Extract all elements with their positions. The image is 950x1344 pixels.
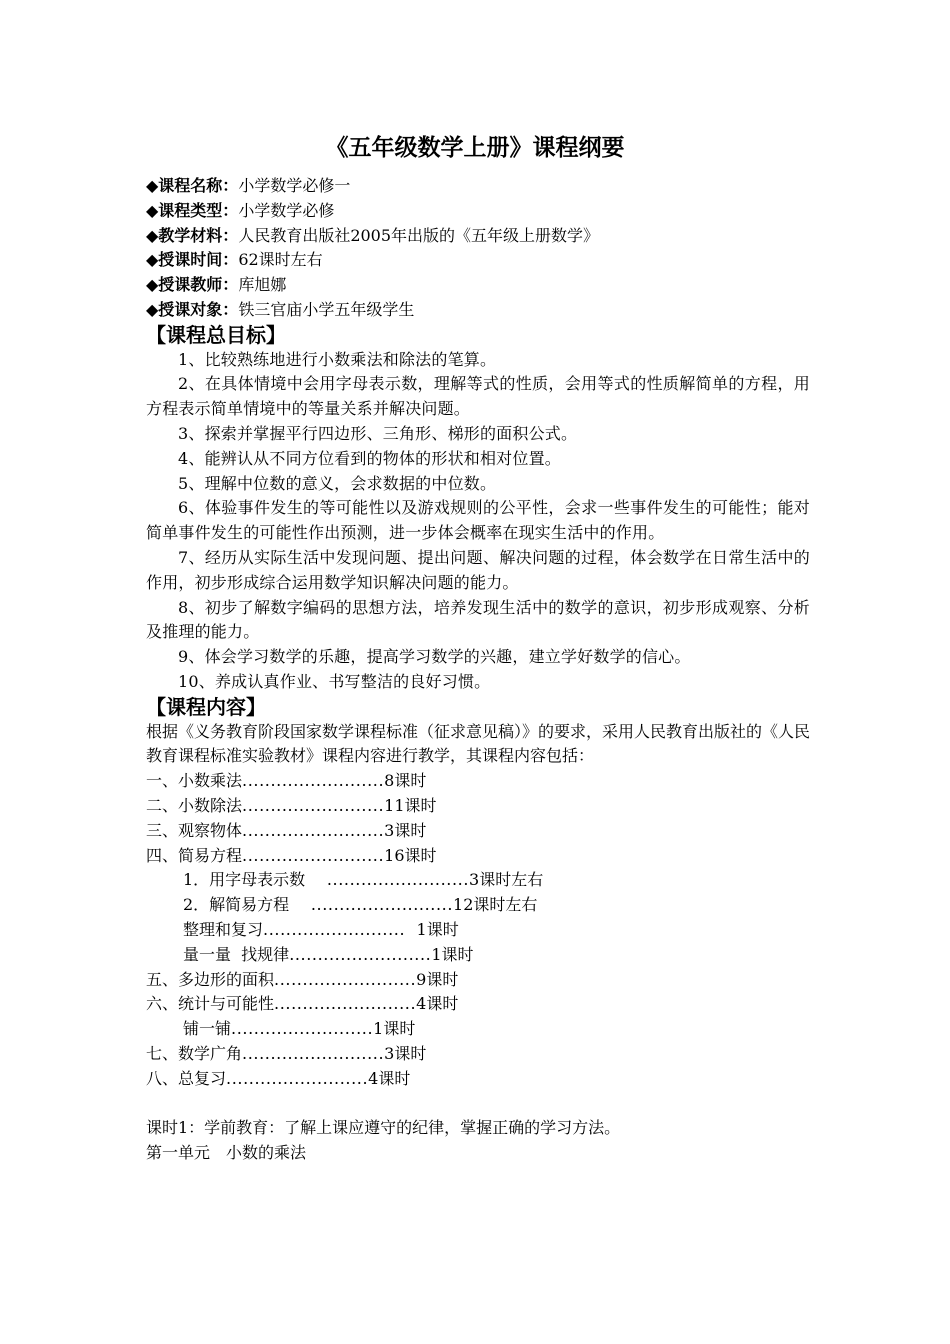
toc-item-hours: 4课时 [416,994,459,1014]
toc-subitem [146,1017,810,1042]
goal-item: 6、体验事件发生的等可能性以及游戏规则的公平性，会求一些事件发生的可能性；能对简单事件发生的可能性作出预测，进一步体会概率在现实生活中的作用。 [146,498,810,543]
document-body [146,174,810,1166]
toc-item-name: 七、数学广角 [146,1043,243,1063]
toc-item-dots: ......................... [242,795,385,815]
toc-item-dots: ......................... [242,845,385,865]
info-value: 库旭娜 [238,275,287,295]
toc-item-dots: ......................... [274,994,417,1014]
toc-item [146,769,810,794]
toc-item-name: 四、简易方程 [146,845,243,865]
toc-item [146,1067,810,1092]
goal-item: 5、理解中位数的意义，会求数据的中位数。 [178,473,497,493]
info-course-name [146,174,810,199]
toc-item-hours: 12课时左右 [453,895,538,915]
info-value: 小学数学必修 [238,200,335,220]
toc-item-name: 整理和复习 [183,919,264,939]
toc-item-dots: ......................... [231,1019,374,1039]
toc-item-dots: ......................... [263,919,417,939]
goal-item: 7、经历从实际生活中发现问题、提出问题、解决问题的过程，体会数学在日常生活中的作用，初步形成综合运用数学知识解决问题的能力。 [146,547,810,592]
toc-item [146,794,810,819]
toc-item-hours: 11课时 [384,795,437,815]
info-course-type [146,199,810,224]
blank-line [146,1091,810,1116]
toc-item-hours: 3课时 [384,820,427,840]
info-teaching-material [146,224,810,249]
toc-item-name: 一、小数乘法 [146,771,243,791]
toc-item-name: 五、多边形的面积 [146,969,275,989]
toc-item-hours: 4课时 [368,1068,411,1088]
info-label: ◆课程类型： [146,200,239,220]
document-title: 《五年级数学上册》课程纲要 [325,134,625,161]
toc-item-hours: 1课时 [373,1019,416,1039]
toc-item-name: 八、总复习 [146,1068,227,1088]
toc-subitem [146,918,810,943]
info-audience [146,298,810,323]
toc-item [146,819,810,844]
content-intro [146,720,810,770]
goal-item: 10、养成认真作业、书写整洁的良好习惯。 [178,671,491,691]
toc-item-hours: 3课时左右 [469,870,544,890]
toc-item-name: 量一量 找规律 [183,944,290,964]
toc-subitem [146,893,810,918]
toc-item-dots: ......................... [305,895,454,915]
goal-item: 2、在具体情境中会用字母表示数，理解等式的性质，会用等式的性质解简单的方程，用方程表示简单情境中的等量关系并解决问题。 [146,374,810,419]
goal-item: 3、探索并掌握平行四边形、三角形、梯形的面积公式。 [178,423,578,443]
toc-item-dots: ......................... [242,771,385,791]
toc-item-hours: 3课时 [384,1043,427,1063]
goals-list [146,348,810,695]
toc-item-name: 二、小数除法 [146,795,243,815]
goal-item: 9、体会学习数学的乐趣，提高学习数学的兴趣，建立学好数学的信心。 [178,647,691,667]
toc-item-hours: 1课时 [416,919,459,939]
toc-item-name: 铺一铺 [183,1019,232,1039]
toc-item-dots: ......................... [226,1068,369,1088]
info-label: ◆授课对象： [146,299,239,319]
toc-item-hours: 8课时 [384,771,427,791]
info-value: 铁三官庙小学五年级学生 [238,299,415,319]
unit-1-heading: 第一单元 小数的乘法 [146,1143,307,1163]
toc-item [146,992,810,1017]
toc-item-dots: ......................... [289,944,432,964]
content-heading: 【课程内容】 [146,694,266,719]
table-of-contents [146,769,810,1091]
toc-item-dots: ......................... [321,870,470,890]
info-teacher [146,273,810,298]
info-label: ◆授课教师： [146,275,239,295]
info-value: 62课时左右 [238,250,323,270]
info-label: ◆教学材料： [146,225,239,245]
info-label: ◆课程名称： [146,176,239,195]
toc-item-name: 2．解简易方程 [183,895,306,915]
info-value: 人民教育出版社2005年出版的《五年级上册数学》 [238,225,600,245]
goal-item: 8、初步了解数字编码的思想方法，培养发现生活中的数学的意识，初步形成观察、分析及推理的能力。 [146,597,810,642]
toc-item [146,844,810,869]
lesson-1-text: 课时1：学前教育：了解上课应遵守的纪律，掌握正确的学习方法。 [146,1118,621,1138]
info-value: 小学数学必修一 [238,176,351,195]
goal-item: 4、能辨认从不同方位看到的物体的形状和相对位置。 [178,448,561,468]
course-info [146,174,810,323]
toc-item-hours: 9课时 [416,969,459,989]
goal-item: 1、比较熟练地进行小数乘法和除法的笔算。 [178,349,497,369]
toc-item-name: 三、观察物体 [146,820,243,840]
toc-subitem [146,943,810,968]
content-intro-text: 根据《义务教育阶段国家数学课程标准（征求意见稿）》的要求，采用人民教育出版社的《人民教育课程标准实验教材》课程内容进行教学，其课程内容包括： [146,721,811,766]
toc-item [146,968,810,993]
toc-item-name: 1．用字母表示数 [183,870,322,890]
toc-item-dots: ......................... [242,820,385,840]
goals-heading: 【课程总目标】 [146,322,286,347]
info-label: ◆授课时间： [146,250,239,270]
toc-item-dots: ......................... [242,1043,385,1063]
toc-item-name: 六、统计与可能性 [146,994,275,1014]
toc-item-dots: ......................... [274,969,417,989]
toc-subitem [146,868,810,893]
info-class-hours [146,248,810,273]
toc-item-hours: 16课时 [384,845,437,865]
toc-item [146,1042,810,1067]
toc-item-hours: 1课时 [431,944,474,964]
